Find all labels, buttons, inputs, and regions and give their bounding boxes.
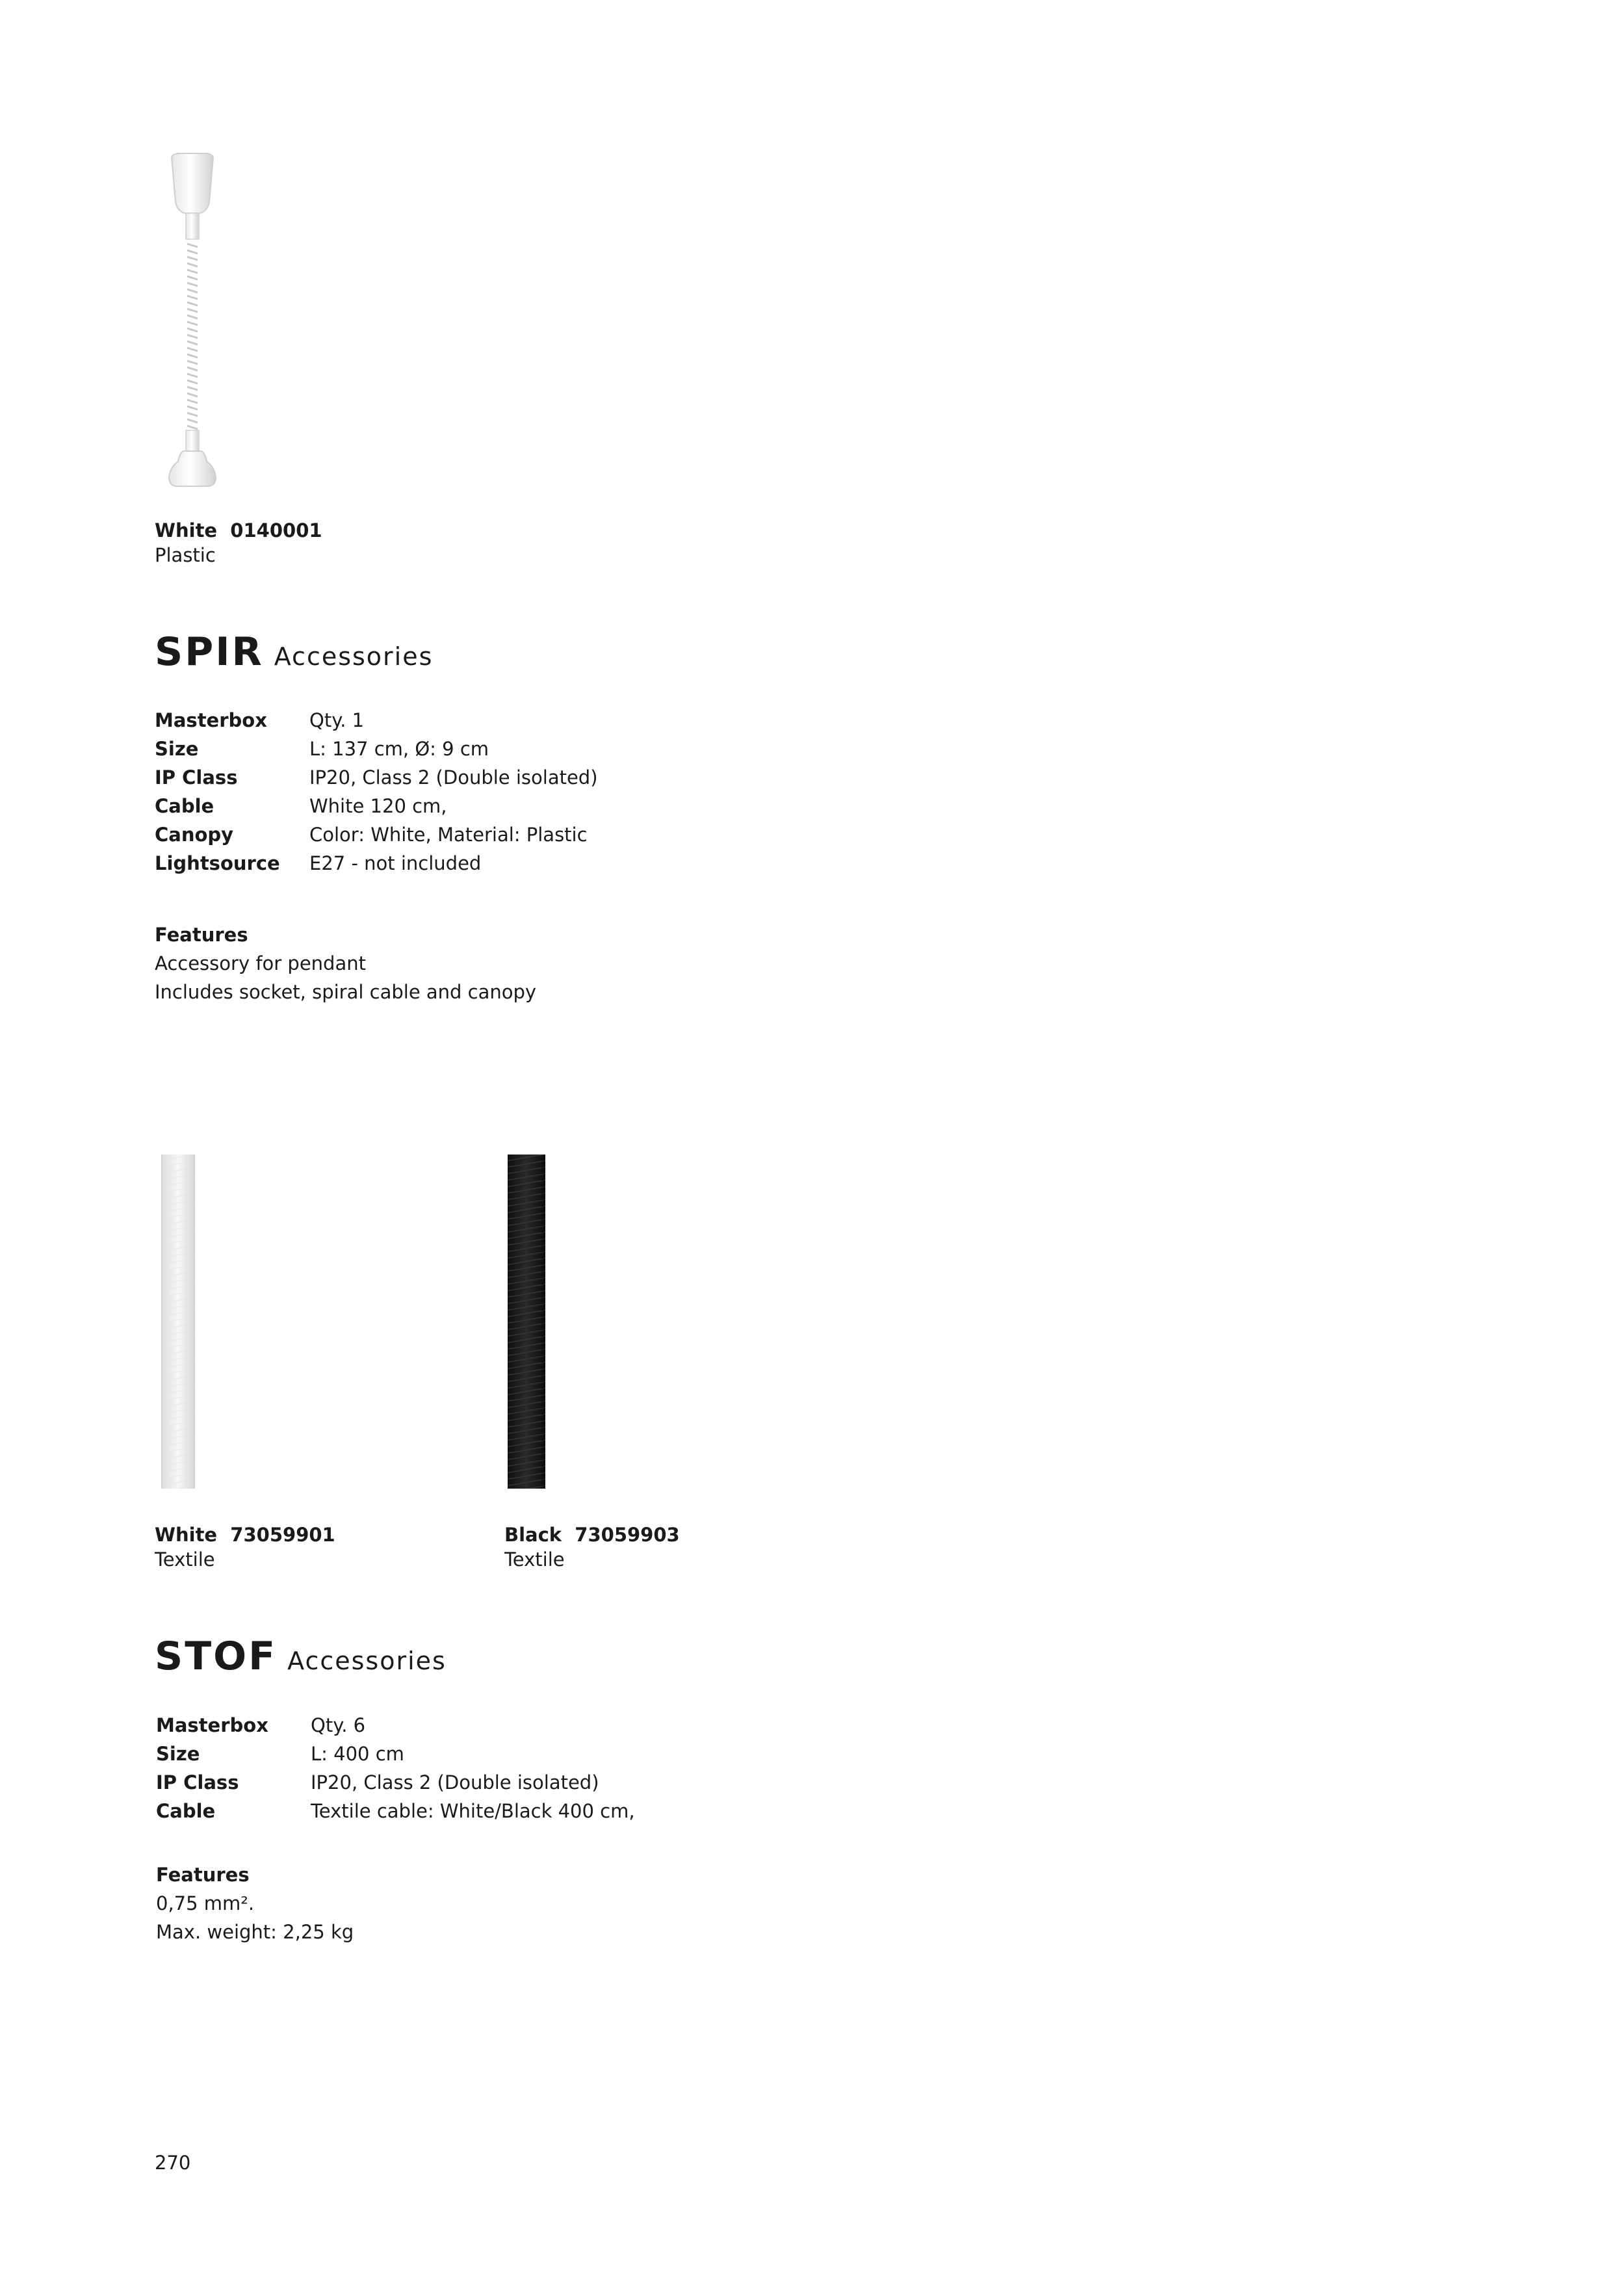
feature-item: Max. weight: 2,25 kg: [156, 1921, 354, 1943]
spec-label: Cable: [155, 795, 214, 817]
spir-features: [155, 920, 536, 1006]
spec-label: Canopy: [155, 824, 234, 846]
spec-label: Masterbox: [155, 709, 267, 731]
spec-label: Cable: [156, 1800, 216, 1822]
spir-title-main: SPIR: [155, 629, 264, 675]
spec-label: Size: [155, 738, 199, 760]
spec-value: L: 400 cm: [311, 1743, 404, 1765]
spec-label: IP Class: [155, 766, 238, 789]
stof-spec-table: [156, 1711, 741, 1828]
spir-spec-table: [155, 706, 740, 881]
stof-variant-material: Textile: [155, 1548, 215, 1571]
spir-product-image: [153, 150, 231, 494]
spir-title: [155, 629, 433, 680]
features-heading: Features: [156, 1864, 250, 1886]
spec-value: L: 137 cm, Ø: 9 cm: [309, 738, 489, 760]
spir-variant-material: Plastic: [155, 544, 216, 566]
page-number: 270: [155, 2152, 191, 2174]
feature-item: 0,75 mm².: [156, 1892, 255, 1914]
stof-features: [156, 1860, 354, 1946]
spec-label: Size: [156, 1743, 200, 1765]
stof-variant-material: Textile: [504, 1548, 565, 1571]
stof-variant-name: White 73059901: [155, 1524, 335, 1546]
spir-variant-name: White 0140001: [155, 519, 322, 541]
stof-white-cable-image: [159, 1155, 198, 1489]
spir-title-sub: Accessories: [274, 642, 434, 671]
features-heading: Features: [155, 924, 248, 946]
spec-value: White 120 cm,: [309, 795, 447, 817]
spec-value: IP20, Class 2 (Double isolated): [311, 1771, 599, 1794]
spec-value: IP20, Class 2 (Double isolated): [309, 766, 598, 789]
spec-label: Masterbox: [156, 1714, 268, 1736]
stof-black-cable-image: [506, 1155, 547, 1489]
spec-value: Qty. 1: [309, 709, 365, 731]
spec-value: E27 - not included: [309, 852, 482, 874]
stof-title-sub: Accessories: [287, 1647, 447, 1675]
spec-label: IP Class: [156, 1771, 239, 1794]
stof-title-main: STOF: [155, 1634, 278, 1679]
feature-item: Accessory for pendant: [155, 952, 366, 974]
spec-value: Color: White, Material: Plastic: [309, 824, 588, 846]
spec-value: Textile cable: White/Black 400 cm,: [311, 1800, 635, 1822]
stof-title: [155, 1633, 447, 1684]
spec-value: Qty. 6: [311, 1714, 366, 1736]
spec-label: Lightsource: [155, 852, 280, 874]
stof-variant-name: Black 73059903: [504, 1524, 680, 1546]
feature-item: Includes socket, spiral cable and canopy: [155, 981, 537, 1003]
